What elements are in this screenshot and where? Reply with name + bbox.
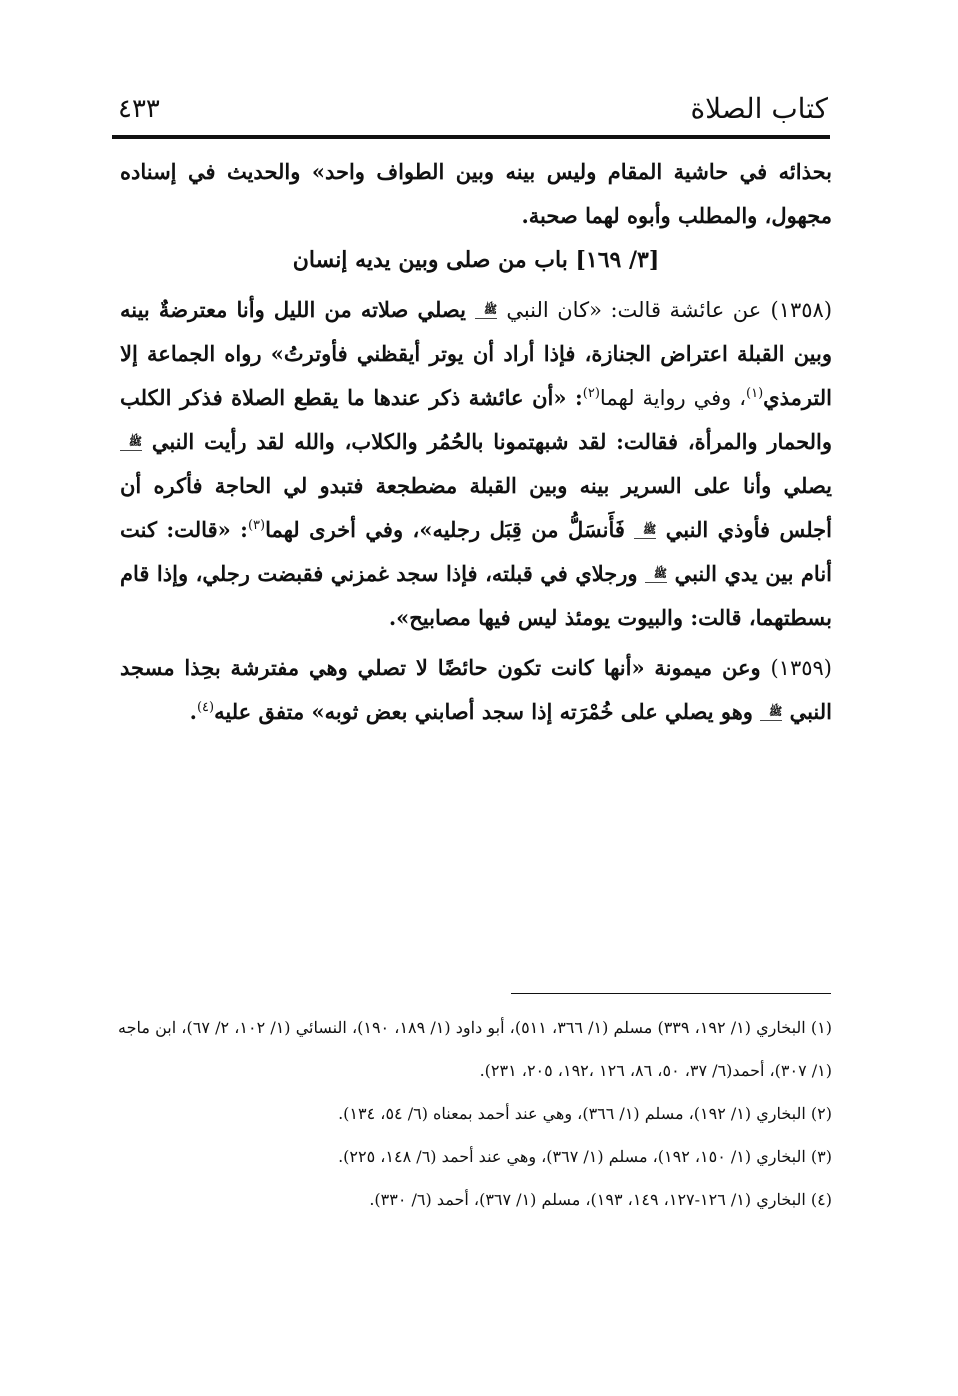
salutation-glyph: ﷺ bbox=[634, 524, 656, 539]
hadith-text: يصلي وأنا على السرير بينه وبين القبلة مضطجعة فتبدو لي الحاجة فأكره أن أجلس فأوذي النبي bbox=[120, 473, 833, 542]
salutation-glyph: ﷺ bbox=[120, 436, 142, 451]
footnote-marker-3[interactable]: (٣) bbox=[247, 518, 266, 533]
chapter-heading: [٣/ ١٦٩] باب من صلى وبين يديه إنسان bbox=[292, 247, 660, 273]
salutation-glyph: ﷺ bbox=[475, 304, 497, 319]
salutation-glyph: ﷺ bbox=[645, 568, 667, 583]
hadith-text: : «قالت: كنت أنام بين يدي النبي bbox=[120, 517, 833, 586]
footnote-marker-4[interactable]: (٤) bbox=[196, 700, 215, 715]
salutation-glyph: ﷺ bbox=[760, 706, 782, 721]
hadith-1359 bbox=[120, 646, 832, 734]
page-number: ٤٣٣ bbox=[118, 94, 160, 124]
hadith-end: . bbox=[189, 699, 197, 724]
hadith-text: وهو يصلي على خُمْرَته إذا سجد أصابني بعض ثوبه» متفق عليه bbox=[214, 699, 753, 724]
intro-paragraph bbox=[120, 150, 832, 238]
intro-line-2: والمطلب وأبوه لهما صحبة. bbox=[521, 203, 758, 228]
footnote-2: (٢) البخاري (١/ ١٩٢)، مسلم (١/ ٣٦٦)، وهي عند أحمد بمعناه (٦/ ٥٤، ١٣٤). bbox=[338, 1104, 832, 1123]
footnote-marker-1[interactable]: (١) bbox=[746, 386, 764, 401]
hadith-number: (١٣٥٩) bbox=[770, 656, 832, 680]
footnote-marker-2[interactable]: (٢) bbox=[582, 386, 600, 401]
footnote-separator bbox=[511, 993, 831, 994]
main-text bbox=[120, 150, 832, 734]
hadith-1358 bbox=[120, 288, 832, 640]
hadith-text: ورجلاي في قبلته، فإذا سجد غمزني فقبضت رجلي، وإذا قام بسطتهما، قالت: والبيوت يومئذ ليس فيها مصابيح». bbox=[120, 561, 832, 630]
header-rule bbox=[112, 135, 830, 139]
footnote-4: (٤) البخاري (١/ ١٢٦-١٢٧، ١٤٩، ١٩٣)، مسلم (١/ ٣٦٧)، أحمد (٦/ ٣٣٠). bbox=[369, 1190, 832, 1209]
hadith-text: وعن ميمونة «أنها كانت تكون حائضًا لا تصلي وهي مفترشة بحِذا مسجد النبي bbox=[120, 655, 832, 724]
header-title: كتاب الصلاة bbox=[690, 92, 828, 125]
hadith-text: : «أن عائشة ذكر عندها ما يقطع الصلاة فذكر الكلب والحمار والمرأة، فقالت: لقد شبهتمونا بالحُمُر والكلاب، والله لقد رأيت النبي bbox=[120, 385, 833, 454]
hadith-text: عن عائشة قالت: «كان النبي bbox=[506, 298, 762, 322]
footnote-3: (٣) البخاري (١/ ١٥٠، ١٩٢)، مسلم (١/ ٣٦٧)، وهي عند أحمد (٦/ ١٤٨، ٢٢٥). bbox=[338, 1147, 832, 1166]
hadith-text: ، وفي رواية لهما bbox=[599, 386, 746, 410]
hadith-text: يصلي صلاته من الليل وأنا معترضةٌ بينه وبين القبلة اعتراض الجنازة، فإذا أراد أن يوتر أيقظني فأوترتُ» رواه الجماعة إلا الترمذي bbox=[120, 297, 833, 410]
intro-line-1: بحذائه في حاشية المقام وليس بينه وبين الطواف واحد» والحديث في إسناده مجهول، bbox=[120, 159, 832, 228]
running-header bbox=[110, 88, 828, 134]
footnotes bbox=[118, 1006, 832, 1221]
footnote-1: (١) البخاري (١/ ١٩٢، ٣٣٩) مسلم (١/ ٣٦٦، ٥١١)، أبو داود (١/ ١٨٩، ١٩٠)، النسائي (١/ ١٠٢، ٢/ ٦٧)، ابن ماجه (١/ ٣٠٧)، أحمد(٦/ ٣٧، ٥٠، ٨٦، ١٢٦ ،١٩٢، ٢٠٥، ٢٣١). bbox=[118, 1018, 832, 1080]
hadith-text: فَأَنسَلُّ من قِبَل رجليه»، وفي أخرى لهما bbox=[265, 517, 625, 542]
hadith-number: (١٣٥٨) bbox=[770, 298, 833, 322]
